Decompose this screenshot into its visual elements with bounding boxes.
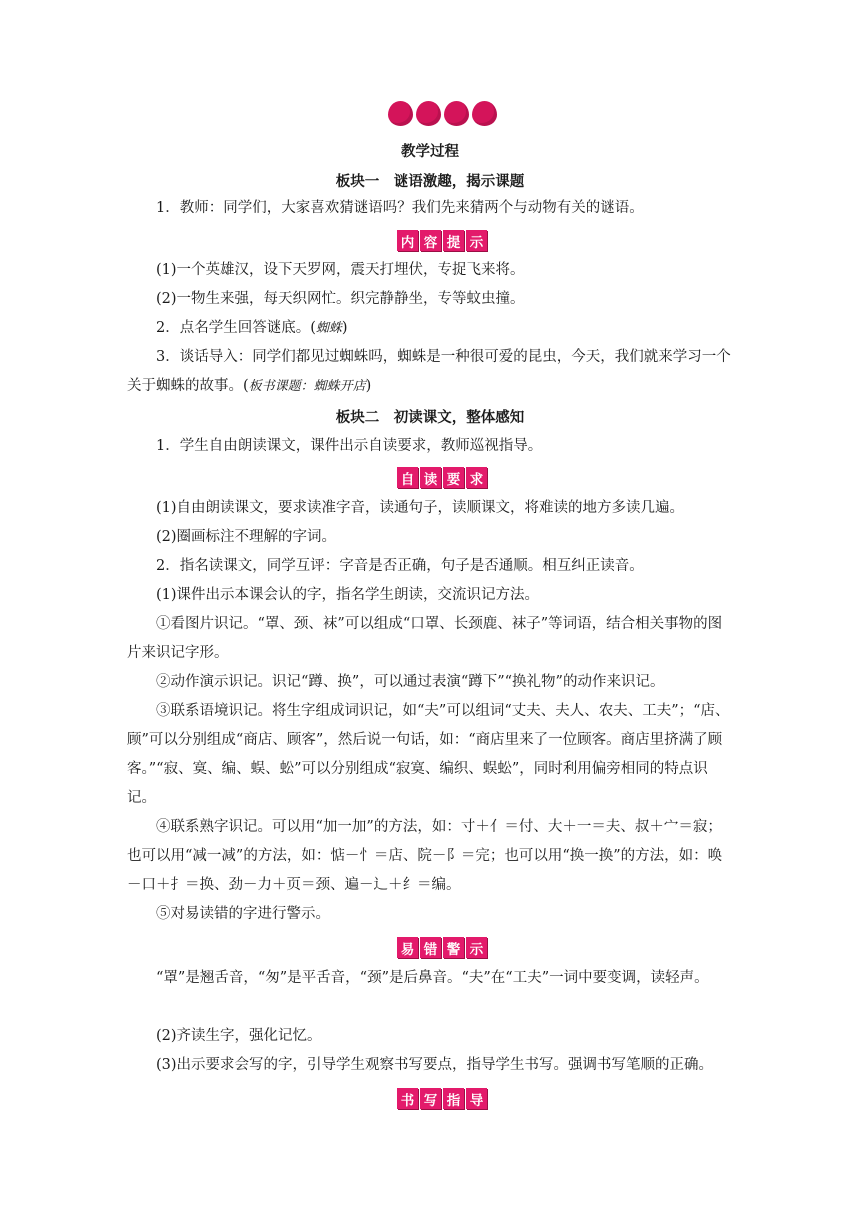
riddle-1: (1)一个英雄汉，设下天罗网，震天打埋伏，专捉飞来将。 — [156, 262, 525, 278]
dot-icon — [388, 101, 413, 126]
tag-char: 内 — [397, 230, 418, 251]
tag-char: 导 — [466, 1088, 487, 1109]
paragraph — [127, 314, 736, 343]
tag-char: 读 — [420, 467, 441, 488]
tag-content-hint — [397, 230, 487, 251]
decorative-dots — [388, 101, 497, 126]
text: ) — [341, 320, 348, 336]
page-title: 教学过程 — [401, 144, 459, 160]
requirement-2: (2)圈画标注不理解的字词。 — [156, 529, 337, 545]
paragraph: (2)齐读生字，强化记忆。 — [156, 1028, 322, 1044]
tag-char: 求 — [466, 467, 487, 488]
dot-icon — [444, 101, 469, 126]
method-2: ②动作演示识记。识记“蹲、换”，可以通过表演“蹲下”“换礼物”的动作来识记。 — [156, 674, 665, 690]
method-3: ③联系语境识记。将生字组成词识记，如“夫”可以组词“丈夫、夫人、农夫、工夫”；“店、顾”可以分别组成“商店、顾客”，然后说一句话，如：“商店里来了一位顾客。商店里挤满了顾客。”“寂、寞、编、蜈、蚣”可以分别组成“寂寞、编织、蜈蚣”，同时利用偏旁相同的特点识记。 — [127, 703, 730, 806]
board-note: 板书课题：蜘蛛开店 — [248, 379, 366, 394]
riddle-2: (2)一物生来强，每天织网忙。织完静静坐，专等蚊虫撞。 — [156, 291, 525, 307]
tag-char: 错 — [420, 937, 441, 958]
tag-char: 指 — [443, 1088, 464, 1109]
tag-char: 示 — [466, 230, 487, 251]
tag-char: 写 — [420, 1088, 441, 1109]
answer-text: 蜘蛛 — [315, 321, 342, 336]
text: 3．谈话导入：同学们都见过蜘蛛吗，蜘蛛是一种很可爱的昆虫，今天，我们就来学习一个关于蜘蛛的故事。( — [127, 349, 731, 394]
paragraph — [127, 343, 736, 401]
tag-writing-guide — [397, 1088, 487, 1109]
paragraph: 1．学生自由朗读课文，课件出示自读要求，教师巡视指导。 — [156, 438, 543, 454]
tag-char: 容 — [420, 230, 441, 251]
text: 2．点名学生回答谜底。( — [156, 320, 316, 336]
tag-char: 提 — [443, 230, 464, 251]
tag-char: 警 — [443, 937, 464, 958]
requirement-1: (1)自由朗读课文，要求读准字音，读通句子，读顺课文，将难读的地方多读几遍。 — [156, 500, 685, 516]
dot-icon — [416, 101, 441, 126]
method-1: ①看图片识记。“罩、颈、袜”可以组成“口罩、长颈鹿、袜子”等词语，结合相关事物的图片来识记字形。 — [127, 616, 723, 661]
tag-self-read — [397, 467, 487, 488]
warning-text: “罩”是翘舌音，“匆”是平舌音，“颈”是后鼻音。“夫”在“工夫”一词中要变调，读轻声。 — [156, 970, 709, 986]
paragraph: (3)出示要求会写的字，引导学生观察书写要点，指导学生书写。强调书写笔顺的正确。 — [156, 1057, 714, 1073]
tag-char: 要 — [443, 467, 464, 488]
tag-char: 书 — [397, 1088, 418, 1109]
tag-char: 自 — [397, 467, 418, 488]
dot-icon — [472, 101, 497, 126]
method-5: ⑤对易读错的字进行警示。 — [156, 906, 330, 922]
paragraph: (1)课件出示本课会认的字，指名学生朗读，交流识记方法。 — [156, 587, 540, 603]
tag-char: 示 — [466, 937, 487, 958]
section-heading-2: 板块二 初读课文，整体感知 — [335, 410, 525, 426]
tag-error-warning — [397, 937, 487, 958]
paragraph: 1．教师：同学们，大家喜欢猜谜语吗？我们先来猜两个与动物有关的谜语。 — [156, 200, 644, 216]
tag-char: 易 — [397, 937, 418, 958]
method-4: ④联系熟字识记。可以用“加一加”的方法，如：寸＋亻＝付、大＋一＝夫、叔＋宀＝寂；也可以用“减一减”的方法，如：惦－忄＝店、院－阝＝完；也可以用“换一换”的方法，如：唤－口＋扌＝换、劲－力＋页＝颈、遍－辶＋纟＝编。 — [127, 819, 723, 893]
section-heading-1: 板块一 谜语激趣，揭示课题 — [335, 174, 525, 190]
text: ) — [365, 378, 372, 394]
paragraph: 2．指名读课文，同学互评：字音是否正确，句子是否通顺。相互纠正读音。 — [156, 558, 644, 574]
